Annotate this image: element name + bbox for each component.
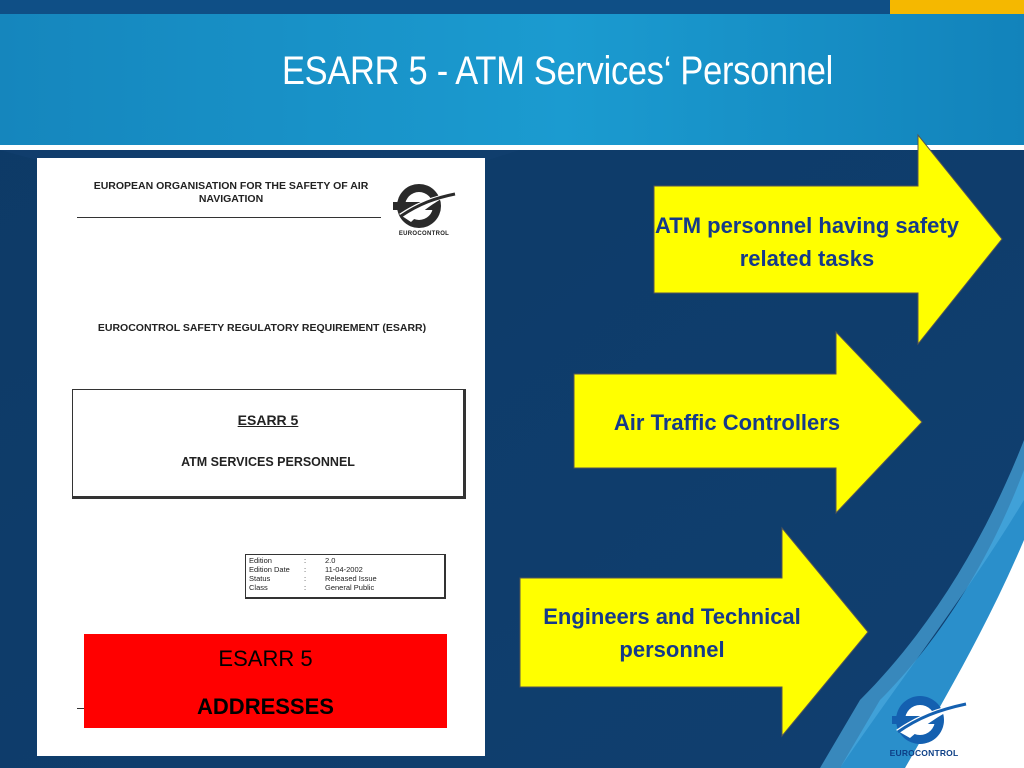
document-details-table — [245, 554, 446, 599]
arrow-label-atm-personnel: ATM personnel having safety related tasks — [655, 213, 959, 271]
document-box-title: ESARR 5 — [237, 412, 299, 428]
details-row — [246, 574, 442, 583]
details-row — [246, 556, 442, 565]
arrow-label-engineers: Engineers and Technical personnel — [543, 604, 801, 662]
document-requirement: EUROCONTROL SAFETY REGULATORY REQUIREMENT (ESARR) — [97, 322, 427, 334]
document-box-subtitle: ATM SERVICES PERSONNEL — [181, 455, 355, 469]
details-value: 11-04-2002 — [325, 565, 363, 574]
document-logo-text: EUROCONTROL — [398, 231, 450, 237]
details-sep: : — [304, 565, 307, 574]
details-label: Status — [249, 574, 271, 583]
arrow-label-air-traffic-controllers: Air Traffic Controllers — [613, 410, 841, 435]
details-row — [246, 583, 442, 592]
document-divider — [77, 217, 381, 218]
slide-title: ESARR 5 - ATM Services‘ Personnel — [282, 49, 833, 93]
details-sep: : — [304, 556, 307, 565]
details-label: Edition — [249, 556, 272, 565]
callout-line-2: ADDRESSES — [197, 694, 334, 719]
details-row — [246, 565, 442, 574]
addresses-callout — [84, 634, 447, 728]
document-title-box — [72, 389, 466, 499]
callout-line-1: ESARR 5 — [218, 646, 313, 671]
details-label: Edition Date — [249, 565, 290, 574]
details-sep: : — [304, 583, 307, 592]
details-label: Class — [249, 583, 268, 592]
corner-logo-text: EUROCONTROL — [889, 748, 959, 758]
details-value: General Public — [325, 583, 375, 592]
details-value: 2.0 — [325, 556, 336, 565]
document-organisation: EUROPEAN ORGANISATION FOR THE SAFETY OF AIR NAVIGATION — [93, 180, 369, 205]
details-sep: : — [304, 574, 307, 583]
details-value: Released Issue — [325, 574, 377, 583]
